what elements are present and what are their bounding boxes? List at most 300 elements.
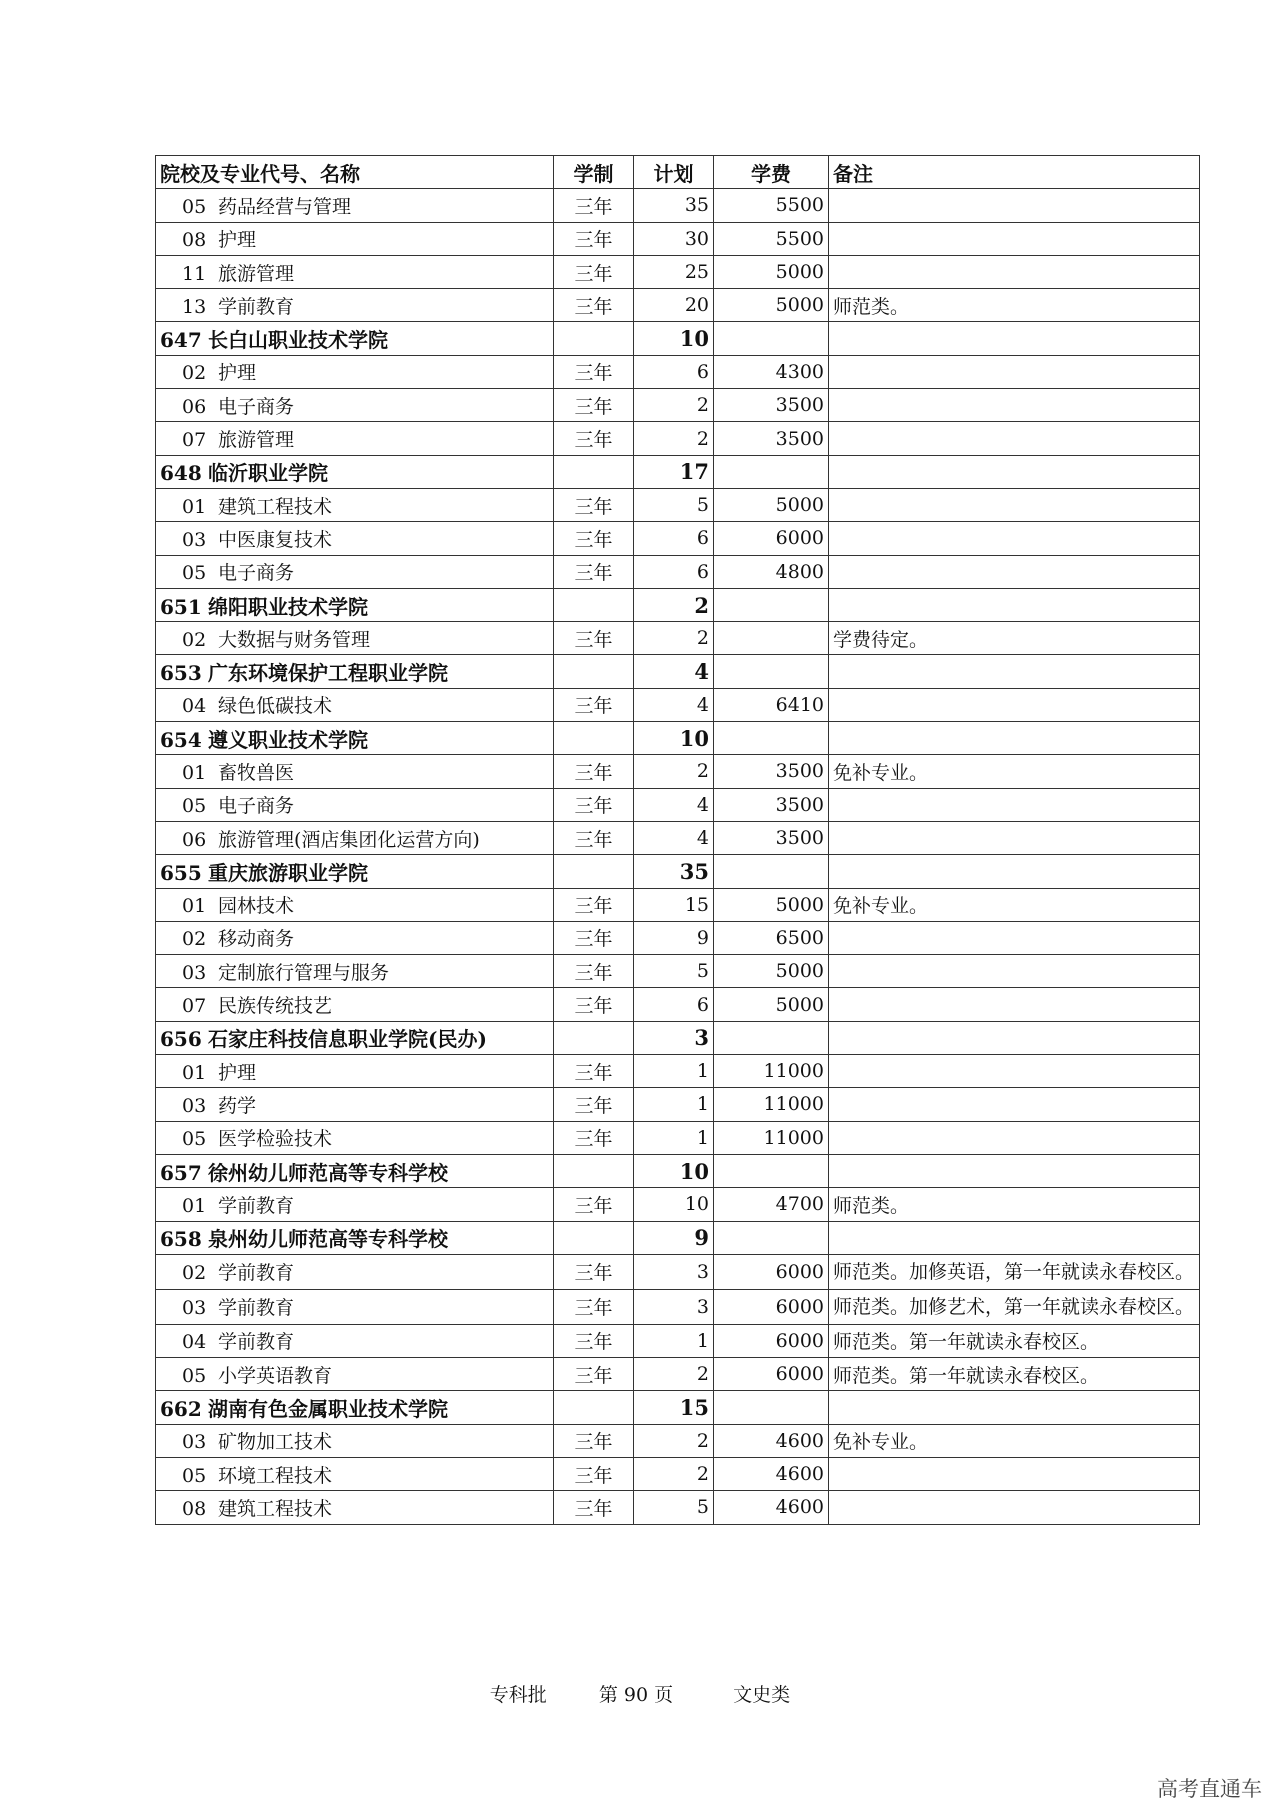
major-code: 01: [182, 895, 207, 918]
name-cell: [156, 555, 554, 588]
major-row: [156, 888, 1200, 921]
major-name: 定制旅行管理与服务: [218, 961, 390, 984]
major-row: [156, 289, 1200, 322]
name-cell: [156, 1154, 554, 1187]
major-name: 学前教育: [218, 1331, 295, 1354]
name-cell: [156, 255, 554, 288]
note-cell: [829, 1457, 1200, 1490]
duration-cell: 三年: [554, 222, 634, 255]
major-name: 药学: [218, 1094, 257, 1117]
page-footer: [0, 1680, 1280, 1707]
fee-cell: 6000: [714, 1324, 829, 1357]
plan-cell: 5: [634, 955, 714, 988]
note-cell: [829, 389, 1200, 422]
major-name: 建筑工程技术: [218, 495, 333, 518]
note-cell: 免补专业。: [829, 1424, 1200, 1457]
name-cell: [156, 1491, 554, 1524]
major-name: 大数据与财务管理: [218, 628, 371, 651]
school-code: 653: [160, 661, 202, 686]
major-name: 矿物加工技术: [218, 1431, 333, 1454]
fee-cell: 5000: [714, 988, 829, 1021]
name-cell: [156, 1289, 554, 1324]
plan-cell: 1: [634, 1324, 714, 1357]
plan-cell: 2: [634, 1424, 714, 1457]
school-name: 重庆旅游职业学院: [208, 860, 368, 885]
name-cell: [156, 1055, 554, 1088]
major-code: 01: [182, 495, 207, 518]
fee-cell: 5000: [714, 255, 829, 288]
school-row: [156, 655, 1200, 688]
fee-cell: 5000: [714, 888, 829, 921]
footer-category: 文史类: [733, 1684, 791, 1706]
fee-cell: 4600: [714, 1491, 829, 1524]
enrollment-plan-table: [155, 155, 1200, 1525]
note-cell: [829, 1221, 1200, 1254]
major-row: [156, 488, 1200, 521]
fee-cell: 3500: [714, 422, 829, 455]
school-row: [156, 588, 1200, 621]
table-body: [156, 189, 1200, 1524]
plan-cell: 10: [634, 1154, 714, 1187]
school-name: 广东环境保护工程职业学院: [208, 661, 448, 686]
header-fee: 学费: [714, 156, 829, 189]
header-note: 备注: [829, 156, 1200, 189]
duration-cell: 三年: [554, 1055, 634, 1088]
plan-cell: 4: [634, 688, 714, 721]
major-name: 建筑工程技术: [218, 1497, 333, 1520]
duration-cell: 三年: [554, 1088, 634, 1121]
major-name: 环境工程技术: [218, 1464, 333, 1487]
major-name: 学前教育: [218, 1297, 295, 1320]
school-row: [156, 1021, 1200, 1054]
name-cell: [156, 422, 554, 455]
fee-cell: 11000: [714, 1121, 829, 1154]
note-cell: [829, 788, 1200, 821]
duration-cell: [554, 455, 634, 488]
note-cell: [829, 255, 1200, 288]
major-row: [156, 1324, 1200, 1357]
table-header-row: [156, 156, 1200, 189]
plan-cell: 5: [634, 488, 714, 521]
duration-cell: 三年: [554, 289, 634, 322]
major-row: [156, 921, 1200, 954]
name-cell: [156, 888, 554, 921]
duration-cell: 三年: [554, 988, 634, 1021]
name-cell: [156, 655, 554, 688]
major-code: 05: [182, 1128, 207, 1151]
school-code: 658: [160, 1227, 202, 1252]
fee-cell: [714, 1391, 829, 1424]
duration-cell: [554, 322, 634, 355]
major-code: 11: [182, 262, 207, 285]
major-row: [156, 1424, 1200, 1457]
fee-cell: 6000: [714, 1254, 829, 1289]
note-cell: [829, 588, 1200, 621]
duration-cell: 三年: [554, 255, 634, 288]
fee-cell: 6410: [714, 688, 829, 721]
duration-cell: 三年: [554, 1424, 634, 1457]
plan-cell: 20: [634, 289, 714, 322]
major-code: 13: [182, 295, 207, 318]
note-cell: [829, 921, 1200, 954]
duration-cell: [554, 1221, 634, 1254]
major-code: 05: [182, 1364, 207, 1387]
fee-cell: [714, 455, 829, 488]
major-row: [156, 1254, 1200, 1289]
note-cell: 师范类。第一年就读永春校区。: [829, 1324, 1200, 1357]
fee-cell: 6000: [714, 1289, 829, 1324]
note-cell: [829, 422, 1200, 455]
duration-cell: 三年: [554, 1121, 634, 1154]
duration-cell: 三年: [554, 688, 634, 721]
plan-cell: 1: [634, 1055, 714, 1088]
school-name: 临沂职业学院: [208, 461, 328, 486]
duration-cell: [554, 722, 634, 755]
fee-cell: 5000: [714, 289, 829, 322]
school-row: [156, 722, 1200, 755]
name-cell: [156, 1021, 554, 1054]
fee-cell: [714, 588, 829, 621]
name-cell: [156, 355, 554, 388]
note-cell: [829, 1391, 1200, 1424]
major-name: 移动商务: [218, 928, 295, 951]
plan-cell: 25: [634, 255, 714, 288]
name-cell: [156, 1121, 554, 1154]
school-row: [156, 1221, 1200, 1254]
fee-cell: [714, 722, 829, 755]
name-cell: [156, 522, 554, 555]
school-code: 648: [160, 461, 202, 486]
major-code: 07: [182, 995, 207, 1018]
note-cell: [829, 821, 1200, 854]
plan-cell: 6: [634, 355, 714, 388]
name-cell: [156, 1188, 554, 1221]
note-cell: [829, 1154, 1200, 1187]
major-row: [156, 222, 1200, 255]
major-name: 园林技术: [218, 895, 295, 918]
fee-cell: 3500: [714, 788, 829, 821]
major-row: [156, 1457, 1200, 1490]
name-cell: [156, 455, 554, 488]
school-code: 657: [160, 1160, 202, 1185]
school-code: 654: [160, 727, 202, 752]
plan-cell: 2: [634, 1457, 714, 1490]
fee-cell: 3500: [714, 821, 829, 854]
duration-cell: 三年: [554, 1254, 634, 1289]
name-cell: [156, 488, 554, 521]
note-cell: 师范类。: [829, 289, 1200, 322]
fee-cell: [714, 1221, 829, 1254]
plan-cell: 6: [634, 555, 714, 588]
major-code: 05: [182, 195, 207, 218]
school-row: [156, 1154, 1200, 1187]
plan-cell: 6: [634, 988, 714, 1021]
duration-cell: [554, 1391, 634, 1424]
major-name: 绿色低碳技术: [218, 695, 333, 718]
school-code: 662: [160, 1397, 202, 1422]
note-cell: [829, 1491, 1200, 1524]
major-name: 旅游管理: [218, 262, 295, 285]
school-name: 绵阳职业技术学院: [208, 594, 368, 619]
major-row: [156, 1088, 1200, 1121]
plan-cell: 9: [634, 921, 714, 954]
note-cell: [829, 522, 1200, 555]
major-name: 学前教育: [218, 295, 295, 318]
major-code: 07: [182, 429, 207, 452]
major-row: [156, 622, 1200, 655]
plan-cell: 3: [634, 1289, 714, 1324]
name-cell: [156, 322, 554, 355]
school-name: 泉州幼儿师范高等专科学校: [208, 1227, 448, 1252]
name-cell: [156, 289, 554, 322]
duration-cell: 三年: [554, 189, 634, 222]
plan-cell: 4: [634, 821, 714, 854]
plan-cell: 4: [634, 788, 714, 821]
duration-cell: 三年: [554, 955, 634, 988]
major-row: [156, 355, 1200, 388]
name-cell: [156, 1254, 554, 1289]
fee-cell: [714, 322, 829, 355]
fee-cell: [714, 1021, 829, 1054]
major-code: 06: [182, 395, 207, 418]
major-name: 护理: [218, 229, 257, 252]
note-cell: [829, 189, 1200, 222]
duration-cell: [554, 1021, 634, 1054]
fee-cell: 6000: [714, 1358, 829, 1391]
note-cell: [829, 1088, 1200, 1121]
plan-cell: 15: [634, 888, 714, 921]
footer-batch: 专科批: [489, 1684, 547, 1706]
name-cell: [156, 222, 554, 255]
major-code: 04: [182, 695, 207, 718]
major-name: 药品经营与管理: [218, 195, 352, 218]
duration-cell: [554, 655, 634, 688]
school-code: 651: [160, 594, 202, 619]
major-row: [156, 189, 1200, 222]
header-name: 院校及专业代号、名称: [156, 156, 554, 189]
major-row: [156, 1121, 1200, 1154]
note-cell: [829, 1055, 1200, 1088]
fee-cell: 4800: [714, 555, 829, 588]
name-cell: [156, 1424, 554, 1457]
major-name: 电子商务: [218, 562, 295, 585]
name-cell: [156, 389, 554, 422]
fee-cell: 5500: [714, 189, 829, 222]
duration-cell: 三年: [554, 788, 634, 821]
major-code: 08: [182, 1497, 207, 1520]
fee-cell: 11000: [714, 1088, 829, 1121]
major-name: 中医康复技术: [218, 528, 333, 551]
school-name: 遵义职业技术学院: [208, 727, 368, 752]
header-duration: 学制: [554, 156, 634, 189]
note-cell: [829, 555, 1200, 588]
major-row: [156, 788, 1200, 821]
major-row: [156, 688, 1200, 721]
note-cell: 师范类。加修英语，第一年就读永春校区。: [829, 1254, 1200, 1289]
fee-cell: 5500: [714, 222, 829, 255]
major-row: [156, 555, 1200, 588]
major-row: [156, 1055, 1200, 1088]
major-name: 民族传统技艺: [218, 995, 333, 1018]
name-cell: [156, 1391, 554, 1424]
major-name: 电子商务: [218, 395, 295, 418]
major-row: [156, 389, 1200, 422]
note-cell: [829, 655, 1200, 688]
duration-cell: 三年: [554, 1457, 634, 1490]
duration-cell: 三年: [554, 1491, 634, 1524]
major-code: 01: [182, 761, 207, 784]
note-cell: 学费待定。: [829, 622, 1200, 655]
note-cell: [829, 322, 1200, 355]
plan-cell: 2: [634, 755, 714, 788]
name-cell: [156, 688, 554, 721]
major-name: 护理: [218, 362, 257, 385]
major-name: 旅游管理: [218, 429, 295, 452]
fee-cell: 4300: [714, 355, 829, 388]
major-row: [156, 1289, 1200, 1324]
note-cell: [829, 222, 1200, 255]
plan-cell: 3: [634, 1254, 714, 1289]
plan-cell: 1: [634, 1121, 714, 1154]
major-code: 03: [182, 961, 207, 984]
major-code: 03: [182, 1297, 207, 1320]
plan-cell: 3: [634, 1021, 714, 1054]
duration-cell: 三年: [554, 821, 634, 854]
name-cell: [156, 189, 554, 222]
major-code: 01: [182, 1061, 207, 1084]
name-cell: [156, 1457, 554, 1490]
major-row: [156, 755, 1200, 788]
name-cell: [156, 788, 554, 821]
major-code: 02: [182, 628, 207, 651]
fee-cell: 4600: [714, 1457, 829, 1490]
major-code: 02: [182, 1262, 207, 1285]
major-name: 医学检验技术: [218, 1128, 333, 1151]
school-row: [156, 455, 1200, 488]
name-cell: [156, 955, 554, 988]
school-name: 徐州幼儿师范高等专科学校: [208, 1160, 448, 1185]
school-code: 647: [160, 328, 202, 353]
major-row: [156, 522, 1200, 555]
fee-cell: 4600: [714, 1424, 829, 1457]
plan-cell: 10: [634, 322, 714, 355]
plan-cell: 17: [634, 455, 714, 488]
major-code: 04: [182, 1331, 207, 1354]
duration-cell: 三年: [554, 389, 634, 422]
note-cell: [829, 855, 1200, 888]
note-cell: 师范类。加修艺术，第一年就读永春校区。: [829, 1289, 1200, 1324]
footer-page-number: 第 90 页: [598, 1684, 674, 1706]
note-cell: [829, 488, 1200, 521]
note-cell: [829, 955, 1200, 988]
major-code: 02: [182, 362, 207, 385]
major-row: [156, 821, 1200, 854]
fee-cell: [714, 655, 829, 688]
duration-cell: 三年: [554, 422, 634, 455]
plan-cell: 1: [634, 1088, 714, 1121]
major-code: 01: [182, 1194, 207, 1217]
plan-cell: 10: [634, 722, 714, 755]
name-cell: [156, 821, 554, 854]
major-row: [156, 1188, 1200, 1221]
major-code: 03: [182, 528, 207, 551]
duration-cell: 三年: [554, 1289, 634, 1324]
watermark-text: 高考直通车: [1157, 1777, 1262, 1801]
name-cell: [156, 622, 554, 655]
duration-cell: 三年: [554, 1324, 634, 1357]
major-name: 小学英语教育: [218, 1364, 333, 1387]
plan-cell: 15: [634, 1391, 714, 1424]
fee-cell: 6000: [714, 522, 829, 555]
fee-cell: 5000: [714, 488, 829, 521]
school-name: 石家庄科技信息职业学院(民办): [208, 1027, 487, 1052]
major-code: 03: [182, 1094, 207, 1117]
school-name: 湖南有色金属职业技术学院: [208, 1397, 448, 1422]
duration-cell: 三年: [554, 555, 634, 588]
name-cell: [156, 1088, 554, 1121]
duration-cell: 三年: [554, 755, 634, 788]
note-cell: [829, 455, 1200, 488]
major-code: 03: [182, 1431, 207, 1454]
major-code: 05: [182, 1464, 207, 1487]
plan-cell: 4: [634, 655, 714, 688]
header-plan: 计划: [634, 156, 714, 189]
plan-cell: 5: [634, 1491, 714, 1524]
major-name: 学前教育: [218, 1194, 295, 1217]
school-name: 长白山职业技术学院: [208, 328, 388, 353]
fee-cell: [714, 622, 829, 655]
name-cell: [156, 921, 554, 954]
plan-cell: 2: [634, 622, 714, 655]
school-row: [156, 855, 1200, 888]
plan-cell: 10: [634, 1188, 714, 1221]
plan-cell: 9: [634, 1221, 714, 1254]
major-code: 06: [182, 828, 207, 851]
name-cell: [156, 1324, 554, 1357]
school-code: 655: [160, 860, 202, 885]
school-code: 656: [160, 1027, 202, 1052]
fee-cell: [714, 1154, 829, 1187]
major-code: 02: [182, 928, 207, 951]
note-cell: [829, 722, 1200, 755]
major-row: [156, 422, 1200, 455]
plan-cell: 2: [634, 588, 714, 621]
name-cell: [156, 1221, 554, 1254]
plan-cell: 2: [634, 1358, 714, 1391]
duration-cell: [554, 1154, 634, 1187]
school-row: [156, 322, 1200, 355]
name-cell: [156, 722, 554, 755]
duration-cell: 三年: [554, 921, 634, 954]
fee-cell: 11000: [714, 1055, 829, 1088]
note-cell: 免补专业。: [829, 755, 1200, 788]
duration-cell: 三年: [554, 1188, 634, 1221]
note-cell: [829, 1021, 1200, 1054]
fee-cell: [714, 855, 829, 888]
major-code: 05: [182, 562, 207, 585]
name-cell: [156, 855, 554, 888]
name-cell: [156, 755, 554, 788]
major-name: 旅游管理(酒店集团化运营方向): [218, 828, 480, 851]
note-cell: [829, 988, 1200, 1021]
fee-cell: 3500: [714, 755, 829, 788]
major-code: 05: [182, 795, 207, 818]
fee-cell: 4700: [714, 1188, 829, 1221]
note-cell: 免补专业。: [829, 888, 1200, 921]
major-name: 学前教育: [218, 1262, 295, 1285]
plan-cell: 2: [634, 422, 714, 455]
major-code: 08: [182, 229, 207, 252]
